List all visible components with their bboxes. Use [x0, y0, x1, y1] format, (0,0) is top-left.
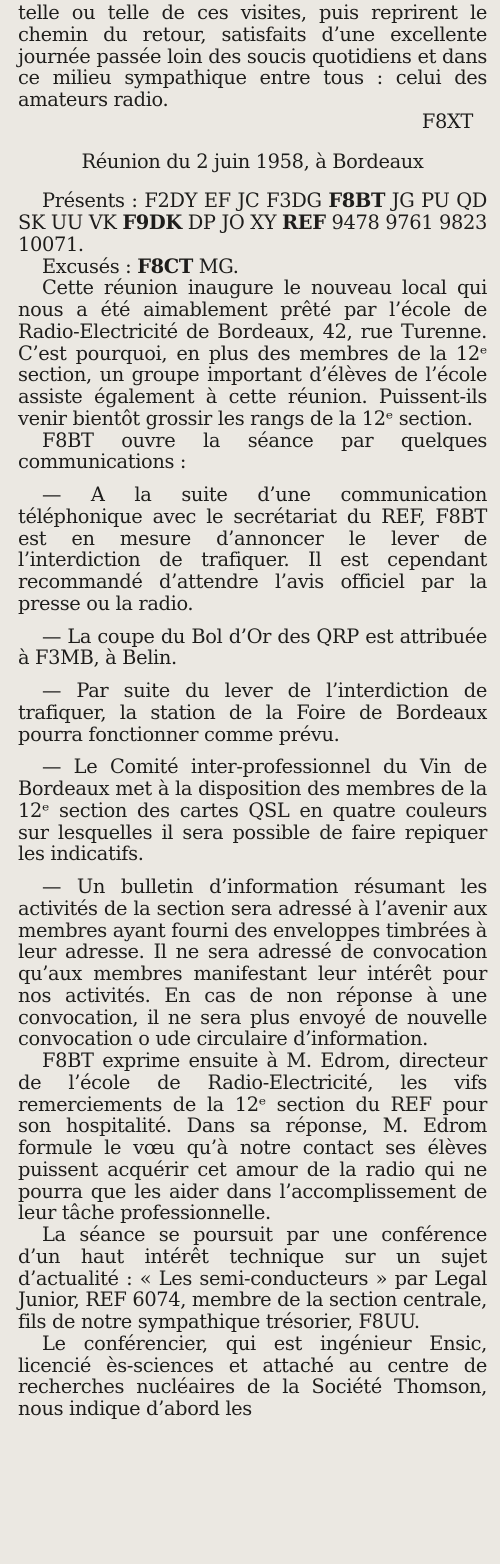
presents-f8-prefix: F8BT [328, 189, 386, 213]
presents-f3: F3DG [266, 189, 322, 213]
presents-f9-rest: DP JO XY [187, 211, 277, 234]
paragraph-communications: F8BT ouvre la séance par quelques communications : [18, 428, 487, 474]
presents-ref-numbers: 9478 9761 9823 10071. [18, 211, 487, 256]
excuses-prefix: F8CT [137, 254, 193, 278]
excuses-paragraph [18, 256, 487, 278]
presents-f8-rest: JG PU QD SK UU VK [18, 189, 487, 234]
list-item-bol-dor: — La coupe du Bol d’Or des QRP est attribuée à F3MB, à Belin. [18, 624, 487, 670]
paragraph-local: Cette réunion inaugure le nouveau local qui nous a été aimablement prêté par l’école de Radio-Electricité de Bordeaux, 42, rue Turenne. C’est pourquoi, en plus des membres de la 12ᵉ section, un groupe important d’élèves de l’école assiste également à cette réunion. Puissent-ils venir bientôt grossir les rangs de la 12ᵉ section. [18, 276, 487, 430]
paragraph-conference: La séance se poursuit par une conférence d’un haut intérêt technique sur un sujet d’actualité : « Les semi-conducteurs » par Legal Junior, REF 6074, membre de la section centrale, fils de notre sympathique trésorier, F8UU. [18, 1223, 487, 1333]
excuses-label: Excusés : [42, 254, 132, 278]
presents-label: Présents : [42, 189, 138, 213]
paragraph-speaker: Le conférencier, qui est ingénieur Ensic, licencié ès-sciences et attaché au centre de recherches nucléaires de la Société Thomson, nous indique d’abord les [18, 1331, 487, 1420]
attendees-paragraph [18, 190, 487, 255]
signature: F8XT [421, 109, 473, 133]
list-item-qsl-cards: — Le Comité inter-professionnel du Vin de Bordeaux met à la disposition des membres de la 12ᵉ section des cartes QSL en quatre couleurs sur lesquelles il sera possible de faire repiquer les indicatifs. [18, 755, 487, 866]
excuses-rest: MG. [198, 254, 239, 278]
list-item-bulletin: — Un bulletin d’information résumant les activités de la section sera adressé à l’avenir aux membres ayant fourni des enveloppes timbrées à leur adresse. Il ne sera adressé de convocation qu’aux membres manifestant leur intérêt pour nos activités. En cas de non réponse à une convocation, il ne sera plus envoyé de nouvelle convocation o ude circulaire d’information. [18, 875, 487, 1051]
presents-ref-label: REF [282, 211, 326, 234]
list-item-interdiction: — A la suite d’une communication téléphonique avec le secrétariat du REF, F8BT est en mesure d’annoncer le lever de l’interdiction de trafiquer. Il est cependant recommandé d’attendre l’avis officiel par la presse ou la radio. [18, 483, 487, 615]
list-item-foire: — Par suite du lever de l’interdiction de trafiquer, la station de la Foire de Bordeaux pourra fonctionner comme prévu. [18, 679, 487, 746]
meeting-title: Réunion du 2 juin 1958, à Bordeaux [81, 149, 424, 173]
presents-f9-prefix: F9DK [122, 211, 182, 234]
presents-f2: F2DY EF JC [144, 189, 260, 213]
paragraph-thanks: F8BT exprime ensuite à M. Edrom, directeur de l’école de Radio-Electricité, les vifs remerciements de la 12ᵉ section du REF pour son hospitalité. Dans sa réponse, M. Edrom formule le vœu qu’à notre contact ses élèves puissent acquérir cet amour de la radio qui ne pourra que les aider dans l’accomplissement de leur tâche professionnelle. [18, 1049, 487, 1225]
intro-paragraph: telle ou telle de ces visites, puis reprirent le chemin du retour, satisfaits d’une excellente journée passée loin des soucis quotidiens et dans ce milieu sympathique entre tous : celui des amateurs radio. [18, 1, 487, 111]
